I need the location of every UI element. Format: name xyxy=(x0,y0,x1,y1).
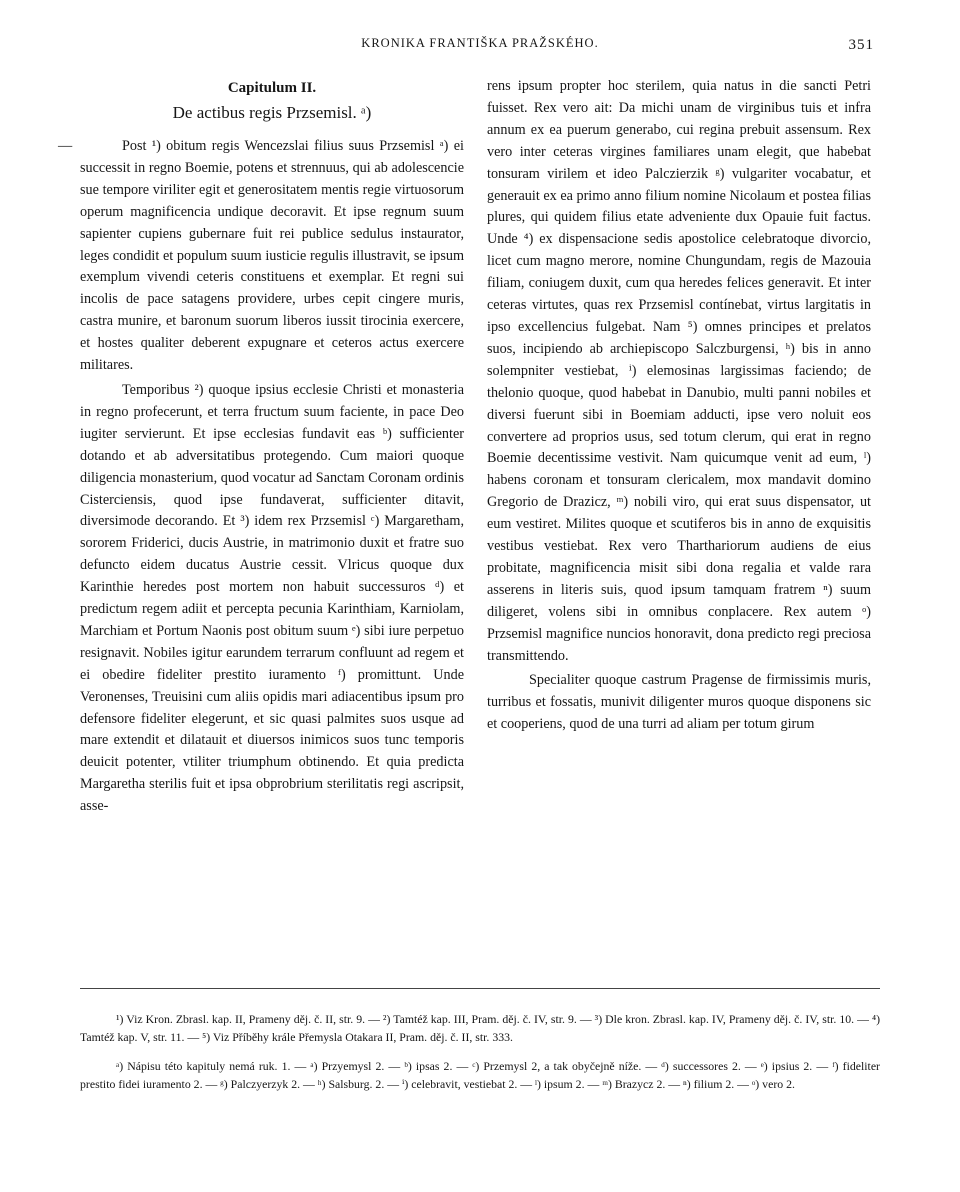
running-title: KRONIKA FRANTIŠKA PRAŽSKÉHO. xyxy=(361,36,599,50)
footnote-divider xyxy=(80,988,880,989)
paragraph: rens ipsum propter hoc sterilem, quia natus in die sancti Petri fuisset. Rex vero ait: Da michi unam de virginibus tuis et infra annum ex ea puerum generabo, cui regina prebuit assensum. Rex vero inter ceteras virgines familiares unam elegit, que habebat tonsuram virilem et ideo Palczierzik ᵍ) vulgariter vocabatur, et generauit ex ea primo anno filium nomine Nicolaum et postea filias plures, qui quidem filius etate adveniente dux Opauie fuit factus. Unde ⁴) ex dispensacione sedis apostolice celebratoque divorcio, licet cum magno merore, nomine Chungundam, regis de Mazouia filiam, coniugem duxit, cum qua heredes felices generavit. Et inter ceteras virtutes, quas rex Przsemisl contínebat, virtus largitatis in ipso excellencius fulgebat. Nam ⁵) omnes principes et prelatos suos, incipiendo ab archiepiscopo Salczburgensi, ʰ) bis in anno solempniter vestiebat, ⁱ) elemosinas largissimas faciendo; de thelonio quoque, quod habebat in Danubio, multi panni nobiles et diversi fuerunt sibi in Boemiam adducti, ipse vero noluit eos convertere ad proprios usus, sed totum clerum, qui erat in regno Boemie decentissime vestivit. Nam quicumque venit ad eum, ˡ) habens coronam et tonsuram clericalem, mox mandavit domino Gregorio de Drazicz, ᵐ) nobili viro, qui erat suus dispensator, ut eum vestiret. Milites quoque et scutiferos bis in anno de exquisitis vestibus vestiebat. Rex vero Tharthariorum audiens de eius probitate, magnificencia misit sibi dona regalia et valde rara asserens in literis suis, quod ipsum tamquam fratrem ⁿ) suum diligeret, volens sibi in omnibus conplacere. Rex autem ᵒ) Przsemisl magnifice nuncios honoravit, dona predicto regi preciosa transmittendo. xyxy=(487,78,871,664)
chapter-heading: Capitulum II. xyxy=(227,80,317,96)
left-column xyxy=(58,76,464,818)
running-head xyxy=(0,36,960,56)
right-column xyxy=(487,76,871,736)
page-number: 351 xyxy=(848,37,874,53)
variant-footnotes: ᵃ) Nápisu této kapituly nemá ruk. 1. — ᵃ) Przyemysl 2. — ᵇ) ipsas 2. — ᶜ) Przemysl 2, a tak obyčejně níže. — ᵈ) successores 2. — ᵉ) ipsius 2. — ᶠ) fideliter prestito fidei iuramento 2. — ᵍ) Palczyerzyk 2. — ʰ) Salsburg. 2. — ⁱ) celebravit, vestiebat 2. — ˡ) ipsum 2. — ᵐ) Brazycz 2. — ⁿ) filium 2. — ᵒ) vero 2. xyxy=(80,1058,880,1092)
paragraph: Specialiter quoque castrum Pragense de firmissimis muris, turribus et fossatis, munivit diligenter muros quoque disponens sic et cooperiens, quod de una turri ad aliam per totum girum xyxy=(487,672,871,733)
paragraph: Temporibus ²) quoque ipsius ecclesie Christi et monasteria in regno profecerunt, et terra fructum suum faciente, in pace Deo iugiter servierunt. Et ipse ecclesias fundavit eas ᵇ) sufficienter dotando et ab adversitatibus protegendo. Cum maiori quoque diligencia monasterium, quod vocatur ad Sanctam Coronam ordinis Cisterciensis, quod ipse fundaverat, sufficienter ditavit, diversimode decorando. Et ³) idem rex Przsemisl ᶜ) Margaretham, sororem Friderici, ducis Austrie, in matrimonio duxit et fratre suo defuncto eidem ducatus Austrie cessit. Vlricus quoque dux Karinthie heredes post mortem non habuit successuros ᵈ) et predictum regem adiit et percepta pecunia Karinthiam, Karniolam, Marchiam et Portum Naonis post obitum suum ᵉ) sibi iure perpetuo resignavit. Nobiles igitur earundem terrarum confluunt ad regem et ei obedire fideliter prestito iuramento ᶠ) promittunt. Unde Veronenses, Treuisini cum aliis opidis mari adiacentibus ipsum pro defensore fideliter elegerunt, et sic quasi palmites suos usque ad mare extendit et dilatauit et diuersos inimicos suos tunc temporis deuicit potenter, vtiliter triumphum obtinendo. Et quia predicta Margaretha sterilis fuit et ipsa obprobrium sterilitatis regi ascripsit, asse- xyxy=(80,381,464,815)
paragraph-text: Post ¹) obitum regis Wencezslai filius suus Przsemisl ᵃ) ei successit in regno Boemie, potens et strennuus, qui ab adolescencie sue tempore viriliter egit et generositatem mentis regie virtuosorum operum magnificencia undique decoravit. Et ipse regnum suum sapienter cupiens gubernare fuit rei publice sedulus instaurator, leges condidit et populum suum iusticie regulis illustravit, se ipsum exemplum vivendi ceteris constituens et exemplar. Et regni sui incolis de pace satagens providere, urbes cepit cingere muris, castra munire, et baronum suorum liberos iussit tirocinia exercere, et hostes qualiter deberent expugnare et ceteros actus exercere militares. xyxy=(80,138,464,374)
source-footnotes: ¹) Viz Kron. Zbrasl. kap. II, Prameny děj. č. II, str. 9. — ²) Tamtéž kap. III, Pram. děj. č. IV, str. 9. — ³) Dle kron. Zbrasl. kap. IV, Prameny děj. č. IV, str. 10. — ⁴) Tamtéž kap. V, str. 11. — ⁵) Viz Příběhy krále Přemysla Otakara II, Pram. děj. č. II, str. 333. xyxy=(80,1012,880,1045)
paragraph xyxy=(58,136,464,377)
footnotes xyxy=(80,1010,880,1094)
dash-mark: — xyxy=(58,138,73,154)
chapter-subtitle: De actibus regis Przsemisl. ᵃ) xyxy=(172,103,372,122)
